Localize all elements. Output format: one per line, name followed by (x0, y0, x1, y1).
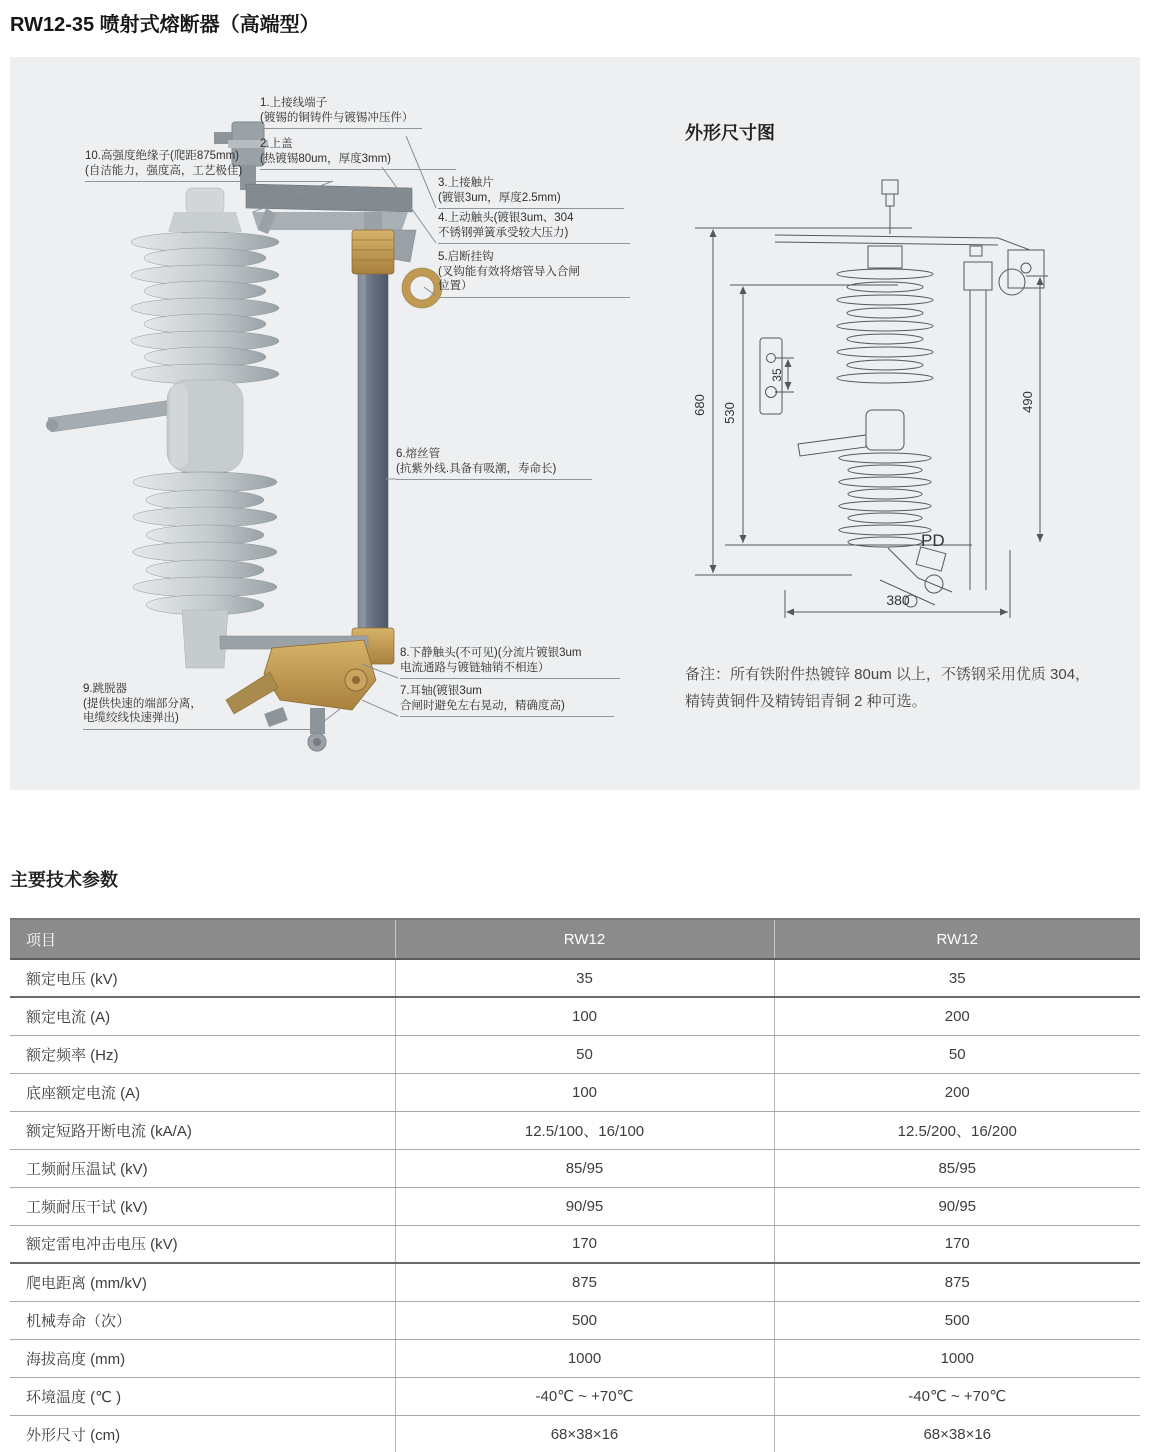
spec-row: 外形尺寸 (cm) 68×38×16 68×38×16 (10, 1415, 1140, 1452)
spec-row: 爬电距离 (mm/kV) 875 875 (10, 1263, 1140, 1301)
callout-trip-device: 9.跳脱器 (提供快速的端部分离， 电缆绞线快速弹出) (83, 682, 315, 730)
part-label-pd: PD (921, 531, 945, 550)
callout-insulator: 10.高强度绝缘子(爬距875mm) (自洁能力，强度高，工艺极佳) (85, 149, 333, 182)
callout-trunnion: 7.耳轴(镀银3um 合闸时避免左右晃动，精确度高) (400, 684, 614, 717)
spec-row: 工频耐压干试 (kV) 90/95 90/95 (10, 1187, 1140, 1225)
spec-row: 海拔高度 (mm) 1000 1000 (10, 1339, 1140, 1377)
figure-note (685, 661, 1145, 715)
col-header-rw12-b: RW12 (774, 919, 1140, 959)
spec-row: 额定电压 (kV) 35 35 (10, 959, 1140, 997)
dim-380-label: 380 (886, 592, 910, 608)
spec-row: 额定短路开断电流 (kA/A) 12.5/100、16/100 12.5/200、16/200 (10, 1111, 1140, 1149)
page-title: RW12-35 喷射式熔断器（高端型） (10, 14, 320, 36)
dim-530-label: 530 (722, 402, 737, 424)
spec-row: 额定雷电冲击电压 (kV) 170 170 (10, 1225, 1140, 1263)
callout-upper-terminal: 1.上接线端子 (镀锡的铜铸件与镀锡冲压件） (260, 96, 422, 129)
callout-top-cover: 2.上盖 (热镀锡80um，厚度3mm) (260, 137, 456, 170)
col-header-rw12-a: RW12 (395, 919, 774, 959)
note-line-1: 备注：所有铁附件热镀锌 80um 以上，不锈钢采用优质 304， (685, 666, 1091, 683)
note-line-2: 精铸黄铜件及精铸铝青铜 2 种可选。 (685, 693, 927, 710)
specs-table (10, 918, 1140, 1452)
spec-row: 额定电流 (A) 100 200 (10, 997, 1140, 1035)
dimension-drawing (680, 150, 1120, 650)
spec-row: 机械寿命（次） 500 500 (10, 1301, 1140, 1339)
col-header-item: 项目 (10, 919, 395, 959)
callout-fuse-tube: 6.熔丝管 (抗紫外线.具备有吸潮，寿命长) (396, 447, 592, 480)
callout-upper-contact-plate: 3.上接触片 (镀银3um，厚度2.5mm) (438, 176, 624, 209)
dim-35-label: 35 (770, 368, 784, 382)
drawing-title: 外形尺寸图 (685, 123, 775, 143)
spec-row: 工频耐压温试 (kV) 85/95 85/95 (10, 1149, 1140, 1187)
spec-row: 环境温度 (℃ ) -40℃ ~ +70℃ -40℃ ~ +70℃ (10, 1377, 1140, 1415)
spec-row: 额定频率 (Hz) 50 50 (10, 1035, 1140, 1073)
product-figure-panel (10, 57, 1140, 790)
callout-release-hook: 5.启断挂钩 (叉钩能有效将熔管导入合闸 位置） (438, 250, 630, 298)
header-row (10, 919, 1140, 959)
dim-490-label: 490 (1020, 391, 1035, 413)
callout-lower-static-contact: 8.下静触头(不可见)(分流片镀银3um 电流通路与镀链轴销不相连） (400, 646, 620, 679)
callout-upper-moving-contact: 4.上动触头(镀银3um、304 不锈钢弹簧承受较大压力) (438, 211, 630, 244)
spec-row: 底座额定电流 (A) 100 200 (10, 1073, 1140, 1111)
dim-680-label: 680 (692, 394, 707, 416)
section-title: 主要技术参数 (10, 870, 118, 890)
